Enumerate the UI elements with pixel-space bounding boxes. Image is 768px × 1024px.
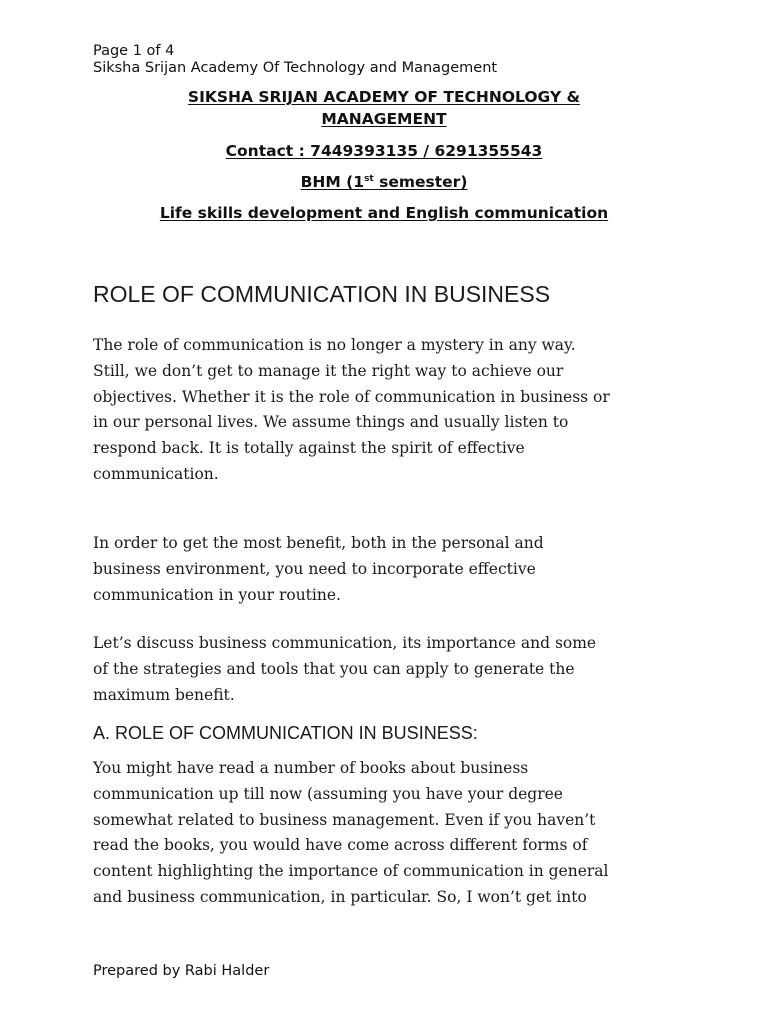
paragraph-line: business environment, you need to incorporate effective xyxy=(93,559,536,578)
document-page xyxy=(93,0,683,1024)
subject-line xyxy=(93,202,675,224)
institution-title-line2: MANAGEMENT xyxy=(321,110,447,128)
contact-line xyxy=(93,140,675,162)
paragraph-line: of the strategies and tools that you can apply to generate the xyxy=(93,659,575,678)
course-suffix: semester) xyxy=(373,173,468,191)
paragraph-4 xyxy=(93,756,683,911)
course-superscript: st xyxy=(364,174,374,184)
course-text xyxy=(301,173,468,191)
paragraph-line: read the books, you would have come across different forms of xyxy=(93,836,588,855)
paragraph-line: Still, we don’t get to manage it the right way to achieve our xyxy=(93,361,564,380)
page-number: Page 1 of 4 xyxy=(93,43,175,59)
paragraph-line: in our personal lives. We assume things and usually listen to xyxy=(93,413,569,432)
paragraph-line: maximum benefit. xyxy=(93,685,235,704)
paragraph-line: The role of communication is no longer a mystery in any way. xyxy=(93,336,576,354)
header-institution: Siksha Srijan Academy Of Technology and Management xyxy=(93,60,498,76)
paragraph-3 xyxy=(93,631,683,708)
course-line xyxy=(93,171,675,193)
contact-text: Contact : 7449393135 / 6291355543 xyxy=(225,142,543,160)
paragraph-line: You might have read a number of books about business xyxy=(93,759,529,777)
paragraph-line: Let’s discuss business communication, its importance and some xyxy=(93,634,597,652)
institution-title-line1: SIKSHA SRIJAN ACADEMY OF TECHNOLOGY & xyxy=(187,88,581,106)
section-heading: A. ROLE OF COMMUNICATION IN BUSINESS: xyxy=(93,723,478,743)
paragraph-line: respond back. It is totally against the spirit of effective xyxy=(93,439,525,458)
footer-prepared-by: Prepared by Rabi Halder xyxy=(93,963,270,979)
paragraph-1 xyxy=(93,333,683,488)
institution-title xyxy=(93,86,675,130)
paragraph-2 xyxy=(93,531,683,608)
paragraph-line: content highlighting the importance of communication in general xyxy=(93,862,609,881)
paragraph-line: and business communication, in particular. So, I won’t get into xyxy=(93,887,587,906)
course-prefix: BHM (1 xyxy=(300,173,365,191)
paragraph-line: In order to get the most benefit, both in the personal and xyxy=(93,534,544,552)
paragraph-line: communication in your routine. xyxy=(93,585,341,604)
paragraph-line: somewhat related to business management. Even if you haven’t xyxy=(93,810,596,829)
paragraph-line: objectives. Whether it is the role of communication in business or xyxy=(93,387,610,406)
paragraph-line: communication up till now (assuming you have your degree xyxy=(93,784,563,803)
main-heading: ROLE OF COMMUNICATION IN BUSINESS xyxy=(93,281,551,307)
subject-text: Life skills development and English communication xyxy=(159,204,609,222)
paragraph-line: communication. xyxy=(93,464,219,483)
